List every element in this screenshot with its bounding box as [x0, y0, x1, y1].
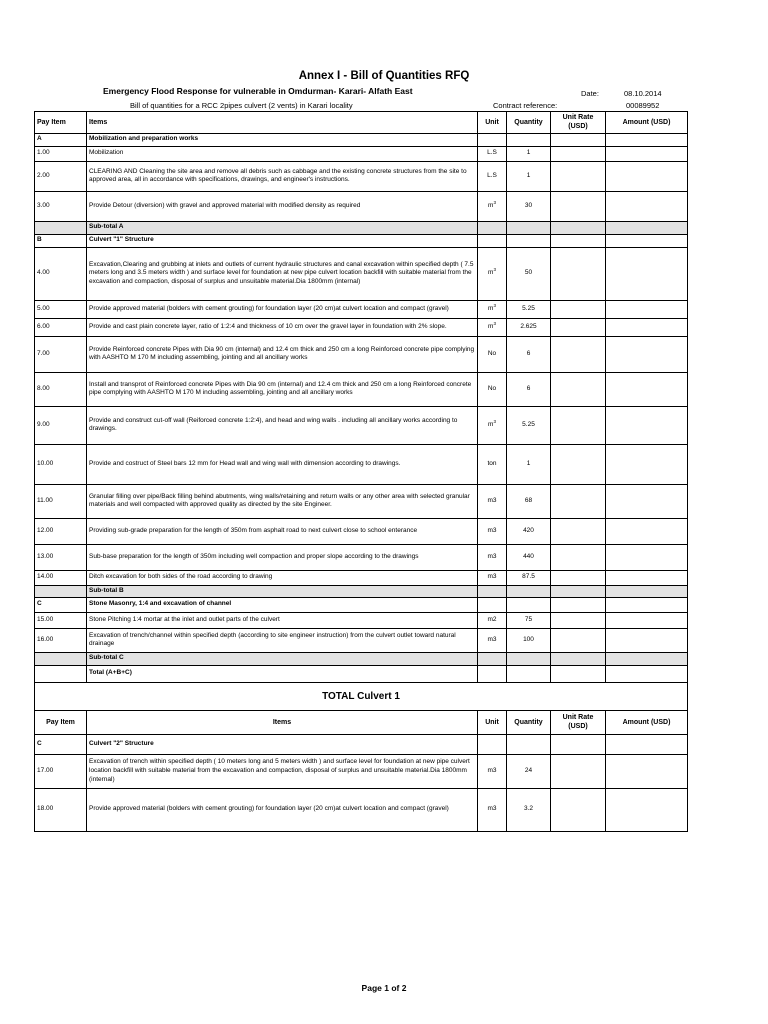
unit-rate-cell[interactable]: [551, 336, 606, 372]
item-description-cell: Mobilization and preparation works: [87, 133, 478, 146]
unit-cell: m3: [478, 484, 507, 518]
pay-item-cell: 17.00: [35, 754, 87, 788]
unit-rate-cell[interactable]: [551, 628, 606, 652]
unit-cell: ton: [478, 444, 507, 484]
section-row: [35, 133, 688, 146]
item-description-cell: Provide and cast plain concrete layer, ratio of 1:2:4 and thickness of 10 cm over the gravel layer in foundation with 2% slope.: [87, 318, 478, 336]
item-description-cell: Stone Pitching 1:4 mortar at the inlet and outlet parts of the culvert: [87, 612, 478, 628]
amount-cell[interactable]: [606, 318, 688, 336]
amount-cell[interactable]: [606, 406, 688, 444]
quantity-cell: [507, 734, 551, 754]
unit-rate-cell[interactable]: [551, 247, 606, 300]
pay-item-cell: C: [35, 734, 87, 754]
table-row: [35, 544, 688, 570]
unit-cell: $m^3$: [478, 300, 507, 318]
header-quantity: Quantity: [507, 710, 551, 734]
unit-rate-cell[interactable]: [551, 133, 606, 146]
unit-cell: m3: [478, 518, 507, 544]
unit-rate-cell[interactable]: [551, 665, 606, 682]
table-header-row: [35, 112, 688, 134]
unit-rate-cell[interactable]: [551, 372, 606, 406]
section-row: [35, 234, 688, 247]
item-description-cell: Culvert "2" Structure: [87, 734, 478, 754]
section-row: [35, 734, 688, 754]
unit-cell: $m^3$: [478, 191, 507, 221]
unit-cell: m3: [478, 570, 507, 585]
contract-reference-value: 00089952: [626, 101, 660, 110]
unit-cell: [478, 597, 507, 612]
amount-cell[interactable]: [606, 300, 688, 318]
amount-cell[interactable]: [606, 234, 688, 247]
contract-reference-label: Contract reference:: [493, 101, 558, 110]
unit-cell: $m^3$: [478, 318, 507, 336]
unit-cell: [478, 652, 507, 665]
pay-item-cell: B: [35, 234, 87, 247]
pay-item-cell: 16.00: [35, 628, 87, 652]
item-description-cell: Total (A+B+C): [87, 665, 478, 682]
pay-item-cell: [35, 221, 87, 234]
pay-item-cell: C: [35, 597, 87, 612]
item-description-cell: Excavation of trench/channel within specified depth (according to site engineer instruction) from the culvert outlet toward natural drainage: [87, 628, 478, 652]
unit-rate-cell[interactable]: [551, 570, 606, 585]
table-row: [35, 570, 688, 585]
pay-item-cell: 7.00: [35, 336, 87, 372]
header-unit-rate: Unit Rate (USD): [551, 112, 606, 134]
table-row: [35, 518, 688, 544]
unit-cell: [478, 585, 507, 597]
quantity-cell: [507, 652, 551, 665]
unit-rate-cell[interactable]: [551, 612, 606, 628]
item-description-cell: Provide approved material (bolders with cement grouting) for foundation layer (20 cm)at culvert location and compact (gravel): [87, 788, 478, 831]
item-description-cell: Sub-total B: [87, 585, 478, 597]
header-pay-item: Pay Item: [35, 710, 87, 734]
date-value: 08.10.2014: [624, 89, 662, 98]
quantity-cell: 24: [507, 754, 551, 788]
unit-rate-cell[interactable]: [551, 234, 606, 247]
unit-rate-cell[interactable]: [551, 221, 606, 234]
page-title: Annex I - Bill of Quantities RFQ: [298, 70, 470, 82]
total-culvert-label: TOTAL Culvert 1: [35, 682, 688, 710]
item-description-cell: Sub-total C: [87, 652, 478, 665]
quantity-cell: 2.625: [507, 318, 551, 336]
header-items: Items: [87, 710, 478, 734]
header-quantity: Quantity: [507, 112, 551, 134]
subtotal-row: [35, 652, 688, 665]
table-row: [35, 247, 688, 300]
unit-cell: $m^3$: [478, 406, 507, 444]
header-amount: Amount (USD): [606, 112, 688, 134]
total-culvert-row: [35, 682, 688, 710]
table-header-row-2: [35, 710, 688, 734]
project-subtitle: Emergency Flood Response for vulnerable in Omdurman- Karari- Alfath East: [103, 86, 413, 96]
amount-cell[interactable]: [606, 161, 688, 191]
unit-cell: [478, 221, 507, 234]
item-description-cell: Excavation,Clearing and grubbing at inlets and outlets of current hydraulic structures and canal excavation within specified depth ( 7.5 meters long and 3.5 meters width ) and surface level for foundation at new pipe culvert location backfill with suitable material from the excavation and compaction, disposal of surplus and unsuitable material.Dia 1800mm (internal): [87, 247, 478, 300]
unit-rate-cell[interactable]: [551, 300, 606, 318]
table-row: [35, 161, 688, 191]
table-row: [35, 444, 688, 484]
unit-cell: m3: [478, 628, 507, 652]
pay-item-cell: 6.00: [35, 318, 87, 336]
amount-cell[interactable]: [606, 372, 688, 406]
subtotal-row: [35, 221, 688, 234]
quantity-cell: 1: [507, 444, 551, 484]
unit-cell: $m^3$: [478, 247, 507, 300]
pay-item-cell: [35, 585, 87, 597]
header-unit: Unit: [478, 710, 507, 734]
amount-cell[interactable]: [606, 570, 688, 585]
item-description-cell: Provide Detour (diversion) with gravel and approved material with modified density as required: [87, 191, 478, 221]
quantity-cell: 30: [507, 191, 551, 221]
table-row: [35, 146, 688, 161]
table-row: [35, 484, 688, 518]
amount-cell[interactable]: [606, 597, 688, 612]
project-description: Bill of quantities for a RCC 2pipes culvert (2 vents) in Karari locality: [130, 101, 353, 110]
unit-rate-cell[interactable]: [551, 518, 606, 544]
unit-cell: [478, 665, 507, 682]
subtotal-row: [35, 585, 688, 597]
section-row: [35, 597, 688, 612]
table-row: [35, 612, 688, 628]
table-row: [35, 300, 688, 318]
item-description-cell: Mobilization: [87, 146, 478, 161]
quantity-cell: [507, 597, 551, 612]
unit-rate-cell[interactable]: [551, 754, 606, 788]
unit-rate-cell[interactable]: [551, 788, 606, 831]
quantity-cell: 1: [507, 146, 551, 161]
total-row: [35, 665, 688, 682]
amount-cell[interactable]: [606, 652, 688, 665]
unit-cell: m3: [478, 754, 507, 788]
quantity-cell: 1: [507, 161, 551, 191]
quantity-cell: 75: [507, 612, 551, 628]
unit-cell: m3: [478, 544, 507, 570]
unit-rate-cell[interactable]: [551, 585, 606, 597]
unit-rate-cell[interactable]: [551, 652, 606, 665]
item-description-cell: CLEARING AND Cleaning the site area and remove all debris such as cabbage and the existing concrete structures from the site to approved area, all in accordance with specifications, drawings, and engineer's instructions.: [87, 161, 478, 191]
table-row: [35, 191, 688, 221]
unit-cell: [478, 133, 507, 146]
table-row: [35, 318, 688, 336]
page-number: Page 1 of 2: [361, 983, 407, 993]
quantity-cell: 5.25: [507, 300, 551, 318]
pay-item-cell: 11.00: [35, 484, 87, 518]
table-row: [35, 788, 688, 831]
pay-item-cell: A: [35, 133, 87, 146]
pay-item-cell: 13.00: [35, 544, 87, 570]
pay-item-cell: [35, 652, 87, 665]
item-description-cell: Provide and costruct of Steel bars 12 mm for Head wall and wing wall with dimension according to drawings.: [87, 444, 478, 484]
amount-cell[interactable]: [606, 518, 688, 544]
item-description-cell: Provide approved material (bolders with cement grouting) for foundation layer (20 cm)at culvert location and compact (gravel): [87, 300, 478, 318]
unit-rate-cell[interactable]: [551, 484, 606, 518]
quantity-cell: [507, 221, 551, 234]
quantity-cell: [507, 133, 551, 146]
amount-cell[interactable]: [606, 585, 688, 597]
amount-cell[interactable]: [606, 754, 688, 788]
unit-cell: L.S: [478, 161, 507, 191]
quantity-cell: 87.5: [507, 570, 551, 585]
quantity-cell: 440: [507, 544, 551, 570]
pay-item-cell: 15.00: [35, 612, 87, 628]
amount-cell[interactable]: [606, 544, 688, 570]
pay-item-cell: 2.00: [35, 161, 87, 191]
unit-cell: m3: [478, 788, 507, 831]
unit-rate-cell[interactable]: [551, 146, 606, 161]
quantity-cell: 3.2: [507, 788, 551, 831]
quantity-cell: [507, 585, 551, 597]
amount-cell[interactable]: [606, 336, 688, 372]
pay-item-cell: 12.00: [35, 518, 87, 544]
item-description-cell: Granular filling over pipe/Back filling behind abutments, wing walls/retaining and return walls or any other area with selected granular materials and well compacted with approved quality as directed by the site Engineer.: [87, 484, 478, 518]
table-row: [35, 372, 688, 406]
table-row: [35, 336, 688, 372]
unit-rate-cell[interactable]: [551, 544, 606, 570]
amount-cell[interactable]: [606, 788, 688, 831]
unit-cell: No: [478, 372, 507, 406]
item-description-cell: Sub-base preparation for the length of 350m including well compaction and proper slope according to the drawings: [87, 544, 478, 570]
unit-rate-cell[interactable]: [551, 444, 606, 484]
unit-rate-cell[interactable]: [551, 318, 606, 336]
item-description-cell: Install and transprot of Reinforced concrete Pipes with Dia 90 cm (internal) and 12.4 cm thick and 250 cm a long Reinforced concrete pipe complying with AASHTO M 170 M including assembling, jointing and all ancillary works: [87, 372, 478, 406]
unit-cell: [478, 734, 507, 754]
unit-rate-cell[interactable]: [551, 406, 606, 444]
pay-item-cell: [35, 665, 87, 682]
item-description-cell: Provide and construct cut-off wall (Reiforced concrete 1:2:4), and head and wing walls . including all ancillary works according to drawings.: [87, 406, 478, 444]
pay-item-cell: 14.00: [35, 570, 87, 585]
pay-item-cell: 10.00: [35, 444, 87, 484]
quantity-cell: [507, 234, 551, 247]
pay-item-cell: 9.00: [35, 406, 87, 444]
pay-item-cell: 3.00: [35, 191, 87, 221]
unit-cell: [478, 234, 507, 247]
unit-rate-cell[interactable]: [551, 161, 606, 191]
header-unit: Unit: [478, 112, 507, 134]
amount-cell[interactable]: [606, 612, 688, 628]
amount-cell[interactable]: [606, 247, 688, 300]
quantity-cell: 6: [507, 336, 551, 372]
unit-rate-cell[interactable]: [551, 734, 606, 754]
quantity-cell: [507, 665, 551, 682]
quantity-cell: 50: [507, 247, 551, 300]
amount-cell[interactable]: [606, 221, 688, 234]
item-description-cell: Ditch excavation for both sides of the road according to drawing: [87, 570, 478, 585]
quantity-cell: 68: [507, 484, 551, 518]
amount-cell[interactable]: [606, 133, 688, 146]
amount-cell[interactable]: [606, 665, 688, 682]
pay-item-cell: 4.00: [35, 247, 87, 300]
quantity-cell: 6: [507, 372, 551, 406]
amount-cell[interactable]: [606, 191, 688, 221]
header-amount: Amount (USD): [606, 710, 688, 734]
amount-cell[interactable]: [606, 734, 688, 754]
unit-cell: m2: [478, 612, 507, 628]
unit-cell: L.S: [478, 146, 507, 161]
amount-cell[interactable]: [606, 484, 688, 518]
item-description-cell: Culvert "1" Structure: [87, 234, 478, 247]
unit-rate-cell[interactable]: [551, 191, 606, 221]
header-unit-rate: Unit Rate (USD): [551, 710, 606, 734]
item-description-cell: Stone Masonry, 1:4 and excavation of channel: [87, 597, 478, 612]
header-pay-item: Pay Item: [35, 112, 87, 134]
date-label: Date:: [581, 89, 599, 98]
table-row: [35, 406, 688, 444]
bill-of-quantities-table: [34, 111, 688, 832]
item-description-cell: Providing sub-grade preparation for the length of 350m from asphalt road to next culvert close to school enterance: [87, 518, 478, 544]
table-row: [35, 754, 688, 788]
pay-item-cell: 8.00: [35, 372, 87, 406]
item-description-cell: Provide Reinforced concrete Pipes with Dia 90 cm (internal) and 12.4 cm thick and 250 cm a long Reinforced concrete pipe complying with AASHTO M 170 M including assembling, jointing and all ancillary works: [87, 336, 478, 372]
item-description-cell: Excavation of trench within specified depth ( 10 meters long and 5 meters width ) and surface level for foundation at new pipe culvert location backfill with suitable material from the excavation and compaction, disposal of surplus and unsuitable material.Dia 1800mm (internal): [87, 754, 478, 788]
header-items: Items: [87, 112, 478, 134]
pay-item-cell: 5.00: [35, 300, 87, 318]
item-description-cell: Sub-total A: [87, 221, 478, 234]
quantity-cell: 420: [507, 518, 551, 544]
amount-cell[interactable]: [606, 628, 688, 652]
pay-item-cell: 1.00: [35, 146, 87, 161]
amount-cell[interactable]: [606, 146, 688, 161]
table-row: [35, 628, 688, 652]
amount-cell[interactable]: [606, 444, 688, 484]
pay-item-cell: 18.00: [35, 788, 87, 831]
quantity-cell: 100: [507, 628, 551, 652]
quantity-cell: 5.25: [507, 406, 551, 444]
unit-cell: No: [478, 336, 507, 372]
unit-rate-cell[interactable]: [551, 597, 606, 612]
